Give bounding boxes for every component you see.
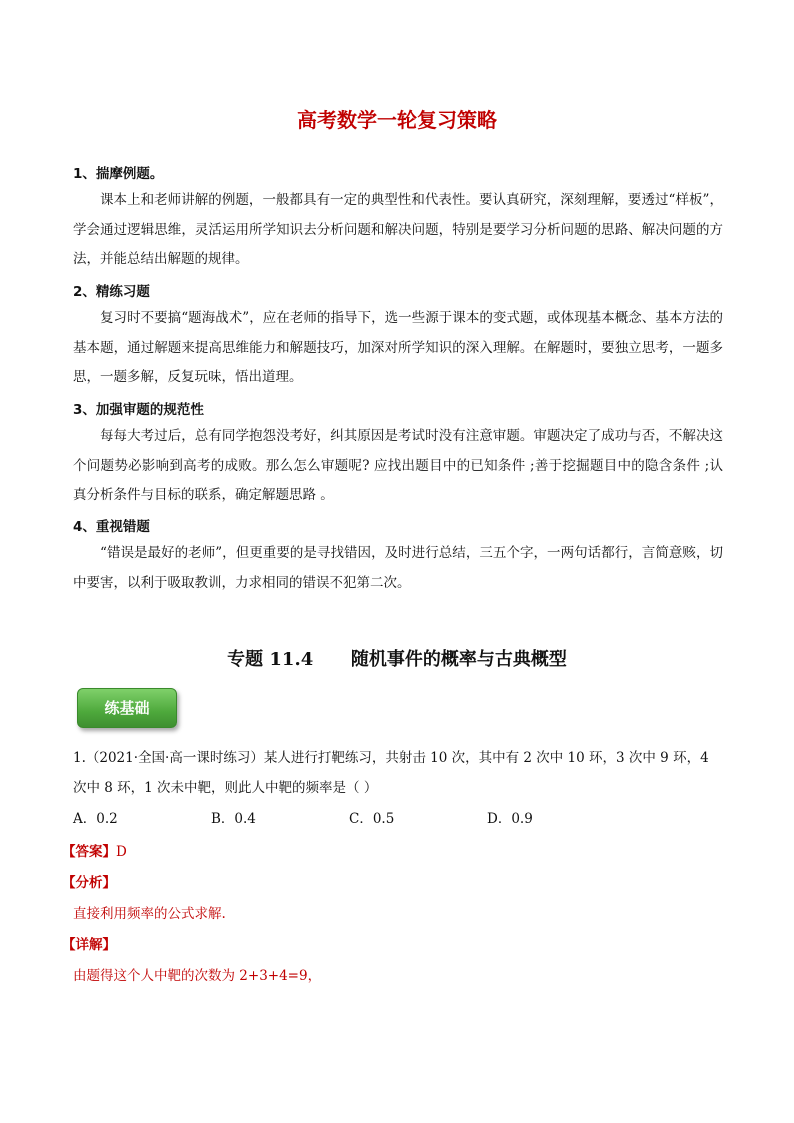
- question-1-text: 1.（2021·全国·高一课时练习）某人进行打靶练习，共射击 10 次，其中有 2 次中 10 环，3 次中 9 环，4 次中 8 环，1 次未中靶，则此人中靶的频率是（ ）: [73, 750, 709, 796]
- answer-label: 【答案】: [62, 844, 116, 860]
- option-c: C．0.5: [349, 811, 395, 827]
- answer-value: D: [116, 844, 127, 860]
- analysis-label: 【分析】: [62, 875, 116, 891]
- practice-basics-tag: 练基础: [77, 688, 177, 728]
- section-3-heading: 3、加强审题的规范性: [73, 402, 204, 418]
- section-3-body: 每每大考过后，总有同学抱怨没考好，纠其原因是考试时没有注意审题。审题决定了成功与否，不解决这个问题势必影响到高考的成败。那么怎么审题呢? 应找出题目中的已知条件 ;善于挖掘题目中的隐含条件 ;认真分析条件与目标的联系，确定解题思路 。: [73, 428, 723, 503]
- section-1-heading: 1、揣摩例题。: [73, 166, 164, 182]
- section-4-heading: 4、重视错题: [73, 519, 150, 535]
- topic-title: 专题 11.4 随机事件的概率与古典概型: [227, 649, 567, 670]
- section-1-body: 课本上和老师讲解的例题，一般都具有一定的典型性和代表性。要认真研究，深刻理解，要透过“样板”，学会通过逻辑思维，灵活运用所学知识去分析问题和解决问题，特别是要学习分析问题的思路、解决问题的方法，并能总结出解题的规律。: [73, 192, 723, 267]
- detail-text: 由题得这个人中靶的次数为 2+3+4=9，: [73, 968, 322, 984]
- analysis-text: 直接利用频率的公式求解.: [73, 906, 226, 922]
- section-2-heading: 2、精练习题: [73, 284, 150, 300]
- option-a: A．0.2: [73, 811, 118, 827]
- answer-line: [62, 840, 127, 860]
- detail-label: 【详解】: [62, 937, 116, 953]
- option-d: D．0.9: [487, 811, 533, 827]
- page-title: 高考数学一轮复习策略: [297, 108, 497, 132]
- option-b: B．0.4: [211, 811, 256, 827]
- section-4-body: “错误是最好的老师”，但更重要的是寻找错因，及时进行总结，三五个字，一两句话都行，言简意赅，切中要害，以利于吸取教训，力求相同的错误不犯第二次。: [73, 545, 723, 591]
- section-2-body: 复习时不要搞“题海战术”，应在老师的指导下，选一些源于课本的变式题，或体现基本概念、基本方法的基本题，通过解题来提高思维能力和解题技巧，加深对所学知识的深入理解。在解题时，要独立思考，一题多思，一题多解，反复玩味，悟出道理。: [73, 310, 723, 385]
